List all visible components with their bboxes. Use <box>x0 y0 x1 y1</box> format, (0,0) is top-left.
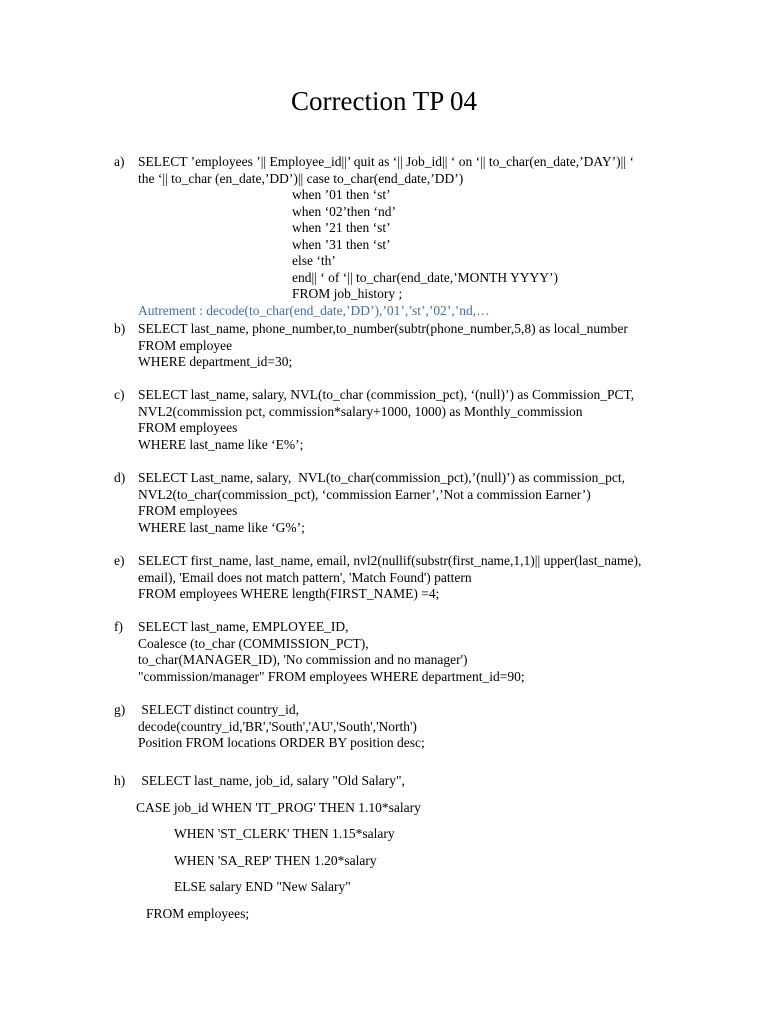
code-line: FROM employees; <box>146 905 250 921</box>
exercise-c <box>114 387 754 453</box>
code-line: WHEN 'ST_CLERK' THEN 1.15*salary <box>174 826 395 841</box>
code-line: SELECT Last_name, salary, NVL(to_char(commission_pct),’(null)’) as commission_pct, <box>138 470 626 485</box>
exercise-g <box>114 702 754 752</box>
code-line: else ‘th’ <box>292 253 336 268</box>
code-line: FROM employee <box>138 337 233 353</box>
code-line: NVL2(to_char(commission_pct), ‘commission Earner’,’Not a commission Earner’) <box>138 486 591 502</box>
exercise-h <box>114 768 754 927</box>
code-line: NVL2(commission pct, commission*salary+1000, 1000) as Monthly_commission <box>138 403 583 419</box>
code-line: FROM job_history ; <box>292 286 403 301</box>
code-line: Coalesce (to_char (COMMISSION_PCT), <box>138 635 369 651</box>
code-line: CASE job_id WHEN 'IT_PROG' THEN 1.10*salary <box>136 799 421 815</box>
code-line: SELECT distinct country_id, <box>138 702 299 717</box>
item-marker: c) <box>114 387 125 402</box>
code-line: when ’21 then ‘st’ <box>292 220 391 235</box>
code-line: FROM employees <box>138 420 238 435</box>
item-marker: b) <box>114 321 126 336</box>
item-marker: g) <box>114 702 126 717</box>
code-line: when ‘02’then ‘nd’ <box>292 203 396 219</box>
item-marker: e) <box>114 553 125 568</box>
code-line: FROM employees WHERE length(FIRST_NAME) =4; <box>138 586 440 601</box>
code-line: when ’01 then ‘st’ <box>292 187 391 202</box>
code-line: WHERE last_name like ‘G%’; <box>138 519 305 535</box>
code-line: SELECT last_name, job_id, salary "Old Salary", <box>138 773 405 788</box>
code-line: SELECT ’employees ’|| Employee_id||’ quit as ‘|| Job_id|| ‘ on ‘|| to_char(en_date,’DAY’)|| ‘ <box>138 154 634 169</box>
exercise-f <box>114 619 754 685</box>
code-line: email), 'Email does not match pattern', 'Match Found') pattern <box>138 569 472 585</box>
code-line: SELECT last_name, salary, NVL(to_char (commission_pct), ‘(null)’) as Commission_PCT, <box>138 387 635 402</box>
item-marker: h) <box>114 773 126 788</box>
code-line: WHERE last_name like ‘E%’; <box>138 436 304 452</box>
exercise-a <box>114 154 754 319</box>
exercise-e <box>114 553 754 603</box>
exercise-d <box>114 470 754 536</box>
item-marker: f) <box>114 619 123 634</box>
code-line: SELECT last_name, phone_number,to_number(subtr(phone_number,5,8) as local_number <box>138 321 628 336</box>
code-line: decode(country_id,'BR','South','AU','South','North') <box>138 718 417 734</box>
item-marker: d) <box>114 470 126 485</box>
code-line: the ‘|| to_char (en_date,’DD’)|| case to_char(end_date,’DD’) <box>138 170 464 186</box>
code-line: FROM employees <box>138 503 238 518</box>
code-line: WHEN 'SA_REP' THEN 1.20*salary <box>174 852 377 868</box>
code-line: "commission/manager" FROM employees WHERE department_id=90; <box>138 668 525 684</box>
code-line: SELECT last_name, EMPLOYEE_ID, <box>138 619 349 634</box>
code-line: ELSE salary END "New Salary" <box>174 879 351 894</box>
code-line: SELECT first_name, last_name, email, nvl2(nullif(substr(first_name,1,1)|| upper(last_name), <box>138 553 642 568</box>
code-line: WHERE department_id=30; <box>138 354 293 369</box>
exercise-b <box>114 321 754 371</box>
code-line: when ’31 then ‘st’ <box>292 236 391 252</box>
alternative-note: Autrement : decode(to_char(end_date,’DD’),’01’,’st’,’02’,’nd,… <box>138 302 490 318</box>
code-line: Position FROM locations ORDER BY position desc; <box>138 735 425 750</box>
item-marker: a) <box>114 154 125 169</box>
code-line: end|| ‘ of ‘|| to_char(end_date,’MONTH YYYY’) <box>292 269 558 285</box>
code-line: to_char(MANAGER_ID), 'No commission and no manager') <box>138 652 468 667</box>
document-title: Correction TP 04 <box>291 86 477 116</box>
